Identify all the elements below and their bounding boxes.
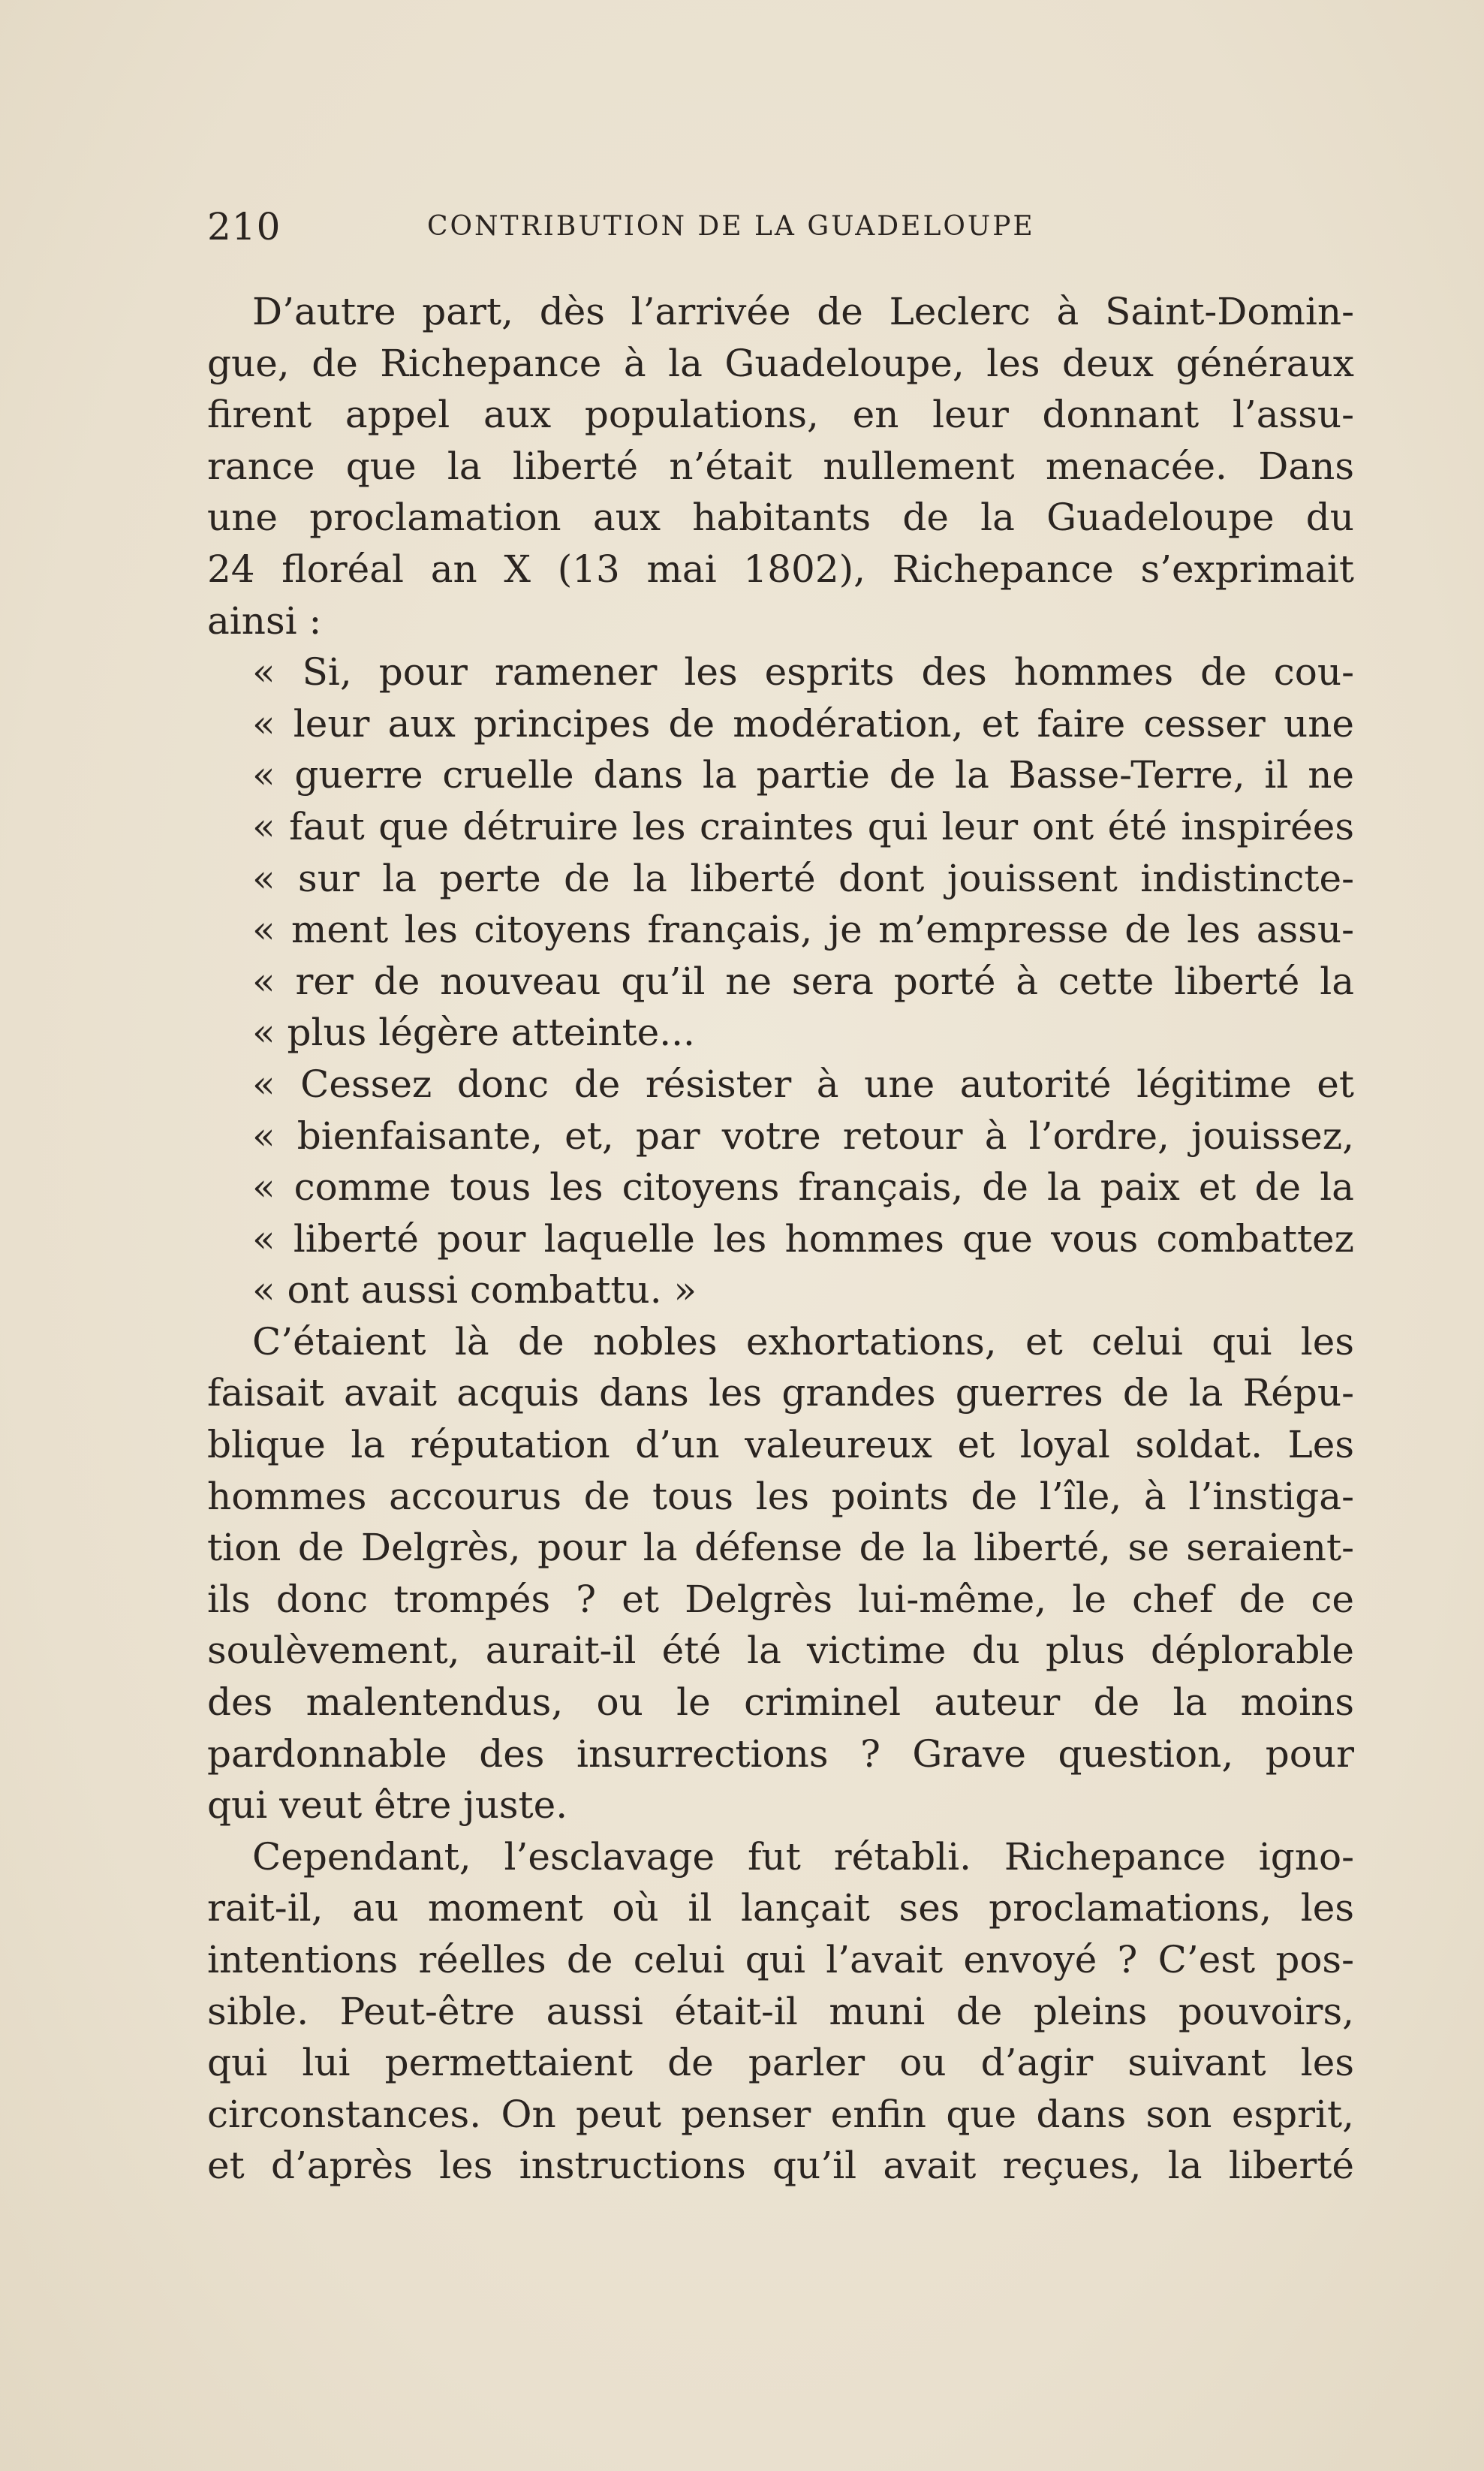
- quote-paragraph: [207, 646, 1354, 1059]
- text-line: faisait avait acquis dans les grandes guerres de la Répu-: [207, 1371, 1354, 1415]
- paragraph: [207, 286, 1354, 646]
- text-line: qui veut être juste.: [207, 1783, 568, 1828]
- text-line: Cependant, l’esclavage fut rétabli. Richepance igno-: [252, 1834, 1354, 1879]
- body-text: [207, 286, 1354, 2192]
- text-line: sible. Peut-être aussi était-il muni de pleins pouvoirs,: [207, 1989, 1354, 2033]
- text-line: rait-il, au moment où il lançait ses proclamations, les: [207, 1886, 1354, 1930]
- text-line: soulèvement, aurait-il été la victime du plus déplorable: [207, 1629, 1354, 1673]
- text-line: gue, de Richepance à la Guadeloupe, les deux généraux: [207, 341, 1354, 385]
- text-line: « bienfaisante, et, par votre retour à l’ordre, jouissez,: [252, 1113, 1354, 1158]
- text-line: « Cessez donc de résister à une autorité légitime et: [252, 1062, 1354, 1106]
- text-line: ils donc trompés ? et Delgrès lui-même, le chef de ce: [207, 1577, 1354, 1621]
- text-line: intentions réelles de celui qui l’avait envoyé ? C’est pos-: [207, 1938, 1354, 1981]
- text-line: 24 floréal an X (13 mai 1802), Richepance s’exprimait: [207, 547, 1354, 591]
- quote-paragraph: [207, 1059, 1354, 1316]
- text-line: une proclamation aux habitants de la Guadeloupe du: [207, 496, 1354, 540]
- running-title: CONTRIBUTION DE LA GUADELOUPE: [427, 211, 1035, 242]
- text-line: « faut que détruire les craintes qui leur ont été inspirées: [252, 804, 1354, 848]
- text-line: qui lui permettaient de parler ou d’agir suivant les: [207, 2041, 1354, 2085]
- text-line: « liberté pour laquelle les hommes que vous combattez: [252, 1216, 1354, 1261]
- text-line: rance que la liberté n’était nullement menacée. Dans: [207, 444, 1354, 488]
- text-line: « guerre cruelle dans la partie de la Basse-Terre, il ne: [252, 753, 1354, 797]
- text-line: tion de Delgrès, pour la défense de la liberté, se seraient-: [207, 1526, 1354, 1570]
- text-line: pardonnable des insurrections ? Grave question, pour: [207, 1731, 1354, 1776]
- text-line: blique la réputation d’un valeureux et loyal soldat. Les: [207, 1423, 1354, 1467]
- text-line: et d’après les instructions qu’il avait reçues, la liberté: [207, 2144, 1354, 2188]
- text-line: des malentendus, ou le criminel auteur de la moins: [207, 1680, 1354, 1725]
- text-line: C’étaient là de nobles exhortations, et celui qui les: [252, 1319, 1354, 1364]
- text-line: « ont aussi combattu. »: [252, 1268, 697, 1312]
- page-number: 210: [207, 205, 281, 249]
- text-line: D’autre part, dès l’arrivée de Leclerc à Saint-Domin-: [252, 290, 1354, 333]
- text-line: circonstances. On peut penser enfin que dans son esprit,: [207, 2092, 1354, 2136]
- paragraph: [207, 1316, 1354, 1831]
- text-line: « rer de nouveau qu’il ne sera porté à cette liberté la: [252, 959, 1354, 1003]
- text-line: « leur aux principes de modération, et faire cesser une: [252, 701, 1354, 746]
- text-line: « sur la perte de la liberté dont jouissent indistincte-: [252, 856, 1354, 900]
- text-line: « comme tous les citoyens français, de la paix et de la: [252, 1165, 1354, 1210]
- text-line: hommes accourus de tous les points de l’île, à l’instiga-: [207, 1474, 1354, 1518]
- text-line: ainsi :: [207, 598, 322, 643]
- paragraph: [207, 1831, 1354, 2192]
- text-line: firent appel aux populations, en leur donnant l’assu-: [207, 393, 1354, 437]
- text-line: « plus légère atteinte...: [252, 1011, 695, 1055]
- text-line: « ment les citoyens français, je m’empresse de les assu-: [252, 908, 1354, 952]
- page-header: [207, 203, 1326, 251]
- text-line: « Si, pour ramener les esprits des hommes de cou-: [252, 650, 1354, 695]
